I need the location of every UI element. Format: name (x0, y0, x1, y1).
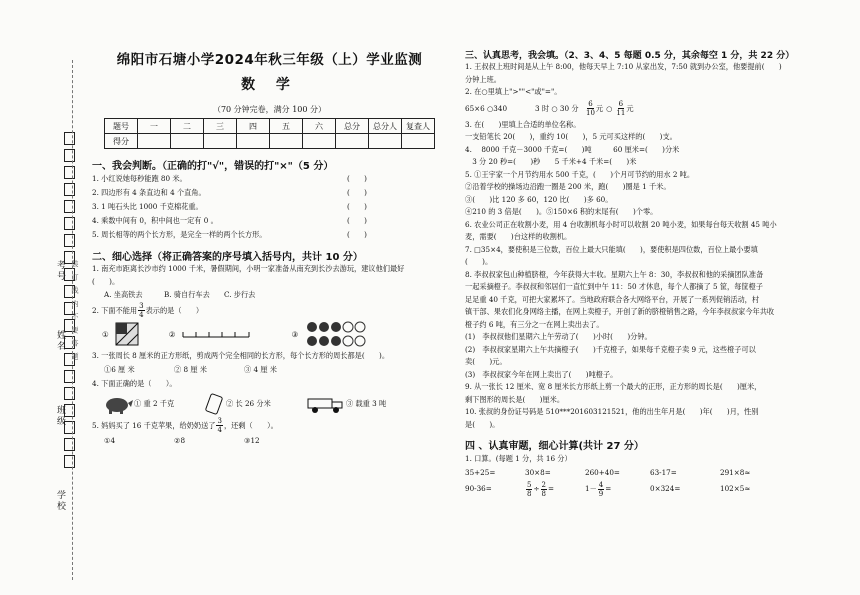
choice-q5-options: ①4 ②8 ③12 (104, 436, 260, 445)
choice-q2: 2. 下面不能用 $\frac{3}{4}$ 表示的是（ ） (92, 302, 204, 319)
oral-calc-row: 90-36= $\frac{5}{8}$ ÷ $\frac{2}{8}$ = 1－ $\frac{4}{9}$ = 0×324= 102×5≈ (465, 480, 751, 498)
school-label: 学校 (55, 490, 65, 512)
judge-item: 2. 四边形有 4 条直边和 4 个直角。 ( ) (92, 188, 367, 197)
name-label: 姓名 (55, 330, 65, 352)
choice-q3: 3. 一张周长 8 厘米的正方形纸，剪成两个完全相同的长方形，每个长方形的周长都是( )。 (92, 351, 390, 360)
truck-icon (306, 394, 346, 414)
judge-item: 1. 小红说她每秒能跑 80 米。 ( ) (92, 174, 367, 183)
compare-row: 65×6 ○340 3 时 ○ 30 分 $\frac{6}{10}$ 元 ○ $\frac{6}{11}$ 元 (465, 100, 634, 117)
seal-line-text: 装 订 线 内 不 要 答 题 (71, 260, 79, 362)
oral-calc-row: 35+25= 30×8= 260+40= 63-17= 291×8≈ (465, 468, 751, 477)
judge-item: 3. 1 吨石头比 1000 千克棉花重。 ( ) (92, 202, 367, 211)
phone-icon (204, 393, 226, 415)
judge-item: 4. 乘数中间有 0，积中间也一定有 0 。 ( ) (92, 216, 367, 225)
section-1-items (92, 172, 447, 242)
class-label: 班级 (55, 405, 65, 427)
binding-margin (10, 60, 80, 585)
dot-group-icon (304, 320, 374, 348)
choice-q5: 5. 妈妈买了 16 千克苹果，给奶奶送了 $\frac{3}{4}$ ，还剩（ ）。 (92, 417, 278, 434)
exam-note: （70 分钟完卷，满分 100 分） (212, 105, 327, 114)
fraction: $\frac{3}{4}$ (217, 417, 222, 434)
section-4-heading: 四 、认真审题，细心计算(共计 27 分） (465, 441, 644, 452)
section-2-heading: 二、细心选择（将正确答案的序号填入括号内，共计 10 分） (92, 252, 363, 263)
choice-q3-options: ①6 厘 米 ② 8 厘 米 ③ 4 厘 米 (104, 365, 277, 374)
choice-q4-options: ① 重 2 千克 ② 长 26 分米 ③ 载重 3 吨 (92, 391, 447, 417)
choice-q1-options: A. 坐高铁去 B. 骑自行车去 C. 步行去 (104, 290, 256, 299)
oral-calc-title: 1. 口算。(每题 1 分，共 16 分） (465, 454, 572, 463)
fill-q1: 1. 王叔叔上班时间是从上午 8:00，他每天早上 7:10 从家出发，7:50 就到办公室，他要提前( ) 分钟上班。 (465, 62, 782, 84)
choice-q2-options: ① ② ③ (92, 319, 447, 349)
fill-q2: 2. 在○里填上">""<"或"="。 (465, 87, 562, 96)
choice-q4: 4. 下面正确的是（ ）。 (92, 379, 177, 388)
right-column (465, 48, 850, 498)
seal-line (72, 60, 73, 580)
judge-item: 5. 周长相等的两个长方形，是完全一样的两个长方形。 ( ) (92, 230, 367, 239)
fill-lines: 3. 在( )里填上合适的单位名称。 一支铅笔长 20( )，重约 10( )，5 元可买这样的( )支。 4. 8000 千克－3000 千克=( )吨 60 厘米=( )分米 3 分 20 秒=( )秒 5 千米+4 千米=( )米 5. ①王宇家一个月节约用水 500 千克，( )个月可节约的用水 2 吨。 ②沿着学校的操场边沿跑一圈是 200 米，跑( )圈是 1 千米。 ③( )比 120 多 60，120 比( )多 60。 ④210 的 3 倍是( )。⑤150×6 积的末尾有( )个零。 6. 农业公司正在收割小麦，用 4 台收割机每小时可以收割 20 吨小麦，如果每台每天收割 45 吨小 麦，需要( )台这样的收割机。 7. □35×4，要使积是三位数，百位上最大只能填( )，要使积是四位数，百位上最小要填 ( )。 8. 李叔叔家包山种植脐橙，今年获得大丰收。星期六上午 8：30，李叔叔和他的采摘团队准备 一起采摘橙子。李叔叔和邻居们一直忙到中午 11：50 才休息，每个人都摘了 5 筐，每筐橙子 足足重 40 千克，可把大家累坏了。当地政府联合各大网络平台，开展了一系列促销活动，村 镇干部、果农们化身网络主播，在网上卖橙子，开创了新的脐橙销售之路，今年李叔叔家今年共收 橙子约 6 吨，有三分之一在网上卖出去了。 (1) 李叔叔他们星期六上午劳动了( )小时( )分钟。 (2) 李叔叔家星期六上午共摘橙子( )千克橙子，如果每千克橙子卖 9 元，这些橙子可以 卖( )元。 (3) 李叔叔家今年在网上卖出了( )吨橙子。 9. 从一张长 12 厘米、宽 8 厘米长方形纸上剪一个最大的正形，正方形的周长是( )厘米， 剩下图形的周长是( )厘米。 10. 张叔的身份证号码是 510***201603121521，他的出生年月是( )年( )月，性别 是( )。 (465, 119, 777, 429)
section-1-heading: 一、我会判断。（正确的打"√"，错误的打"×"（5 分） (92, 161, 334, 172)
exam-title: 绵阳市石塘小学2024年秋三年级（上）学业监测 (116, 52, 423, 68)
hatched-square-icon (115, 322, 139, 346)
score-table: 题号 一 二 三 四 五 六 总分 总分人 复查人 得分 (104, 118, 435, 149)
choice-q1: 1. 南充市距离长沙市约 1000 千米，暑假期间，小明一家准备从南充到长沙去游玩，建议他们最好 ( )。 (92, 264, 405, 286)
segment-line-icon (181, 327, 251, 341)
fraction: $\frac{3}{4}$ (139, 302, 144, 319)
left-column (92, 48, 447, 448)
rhino-icon (102, 394, 134, 414)
section-3-heading: 三、认真思考，我会填。（2、3、4、5 每题 0.5 分，其余每空 1 分，共 22 分） (465, 51, 795, 61)
exam-no-label: 考号 (55, 260, 65, 282)
subject-title: 数 学 (241, 77, 298, 93)
